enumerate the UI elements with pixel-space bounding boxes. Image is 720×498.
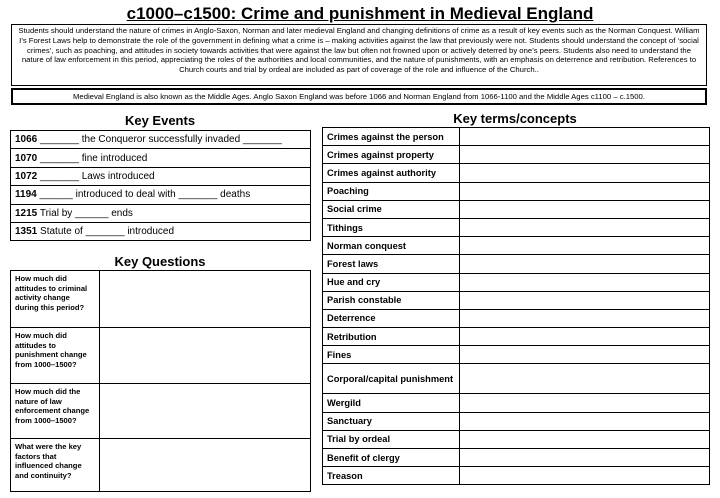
key-term-row (323, 449, 710, 467)
key-term-label: Corporal/capital punishment (323, 364, 460, 394)
key-event-text: _______ the Conqueror successfully invaded _______ (40, 134, 282, 146)
key-event-cell (11, 204, 311, 222)
key-term-row (323, 128, 710, 146)
key-question-answer-box[interactable] (100, 439, 311, 492)
key-term-label: Sanctuary (323, 412, 460, 430)
key-term-definition-box[interactable] (460, 237, 710, 255)
key-questions-heading: Key Questions (114, 254, 206, 269)
key-term-definition-box[interactable] (460, 200, 710, 218)
key-term-label: Benefit of clergy (323, 449, 460, 467)
key-term-label: Crimes against the person (323, 128, 460, 146)
key-term-definition-box[interactable] (460, 218, 710, 236)
key-term-row (323, 467, 710, 485)
key-term-definition-box[interactable] (460, 182, 710, 200)
key-term-label: Hue and cry (323, 273, 460, 291)
key-term-definition-box[interactable] (460, 273, 710, 291)
key-event-cell (11, 222, 311, 240)
key-event-year: 1066 (15, 134, 38, 146)
key-question-row (11, 328, 311, 384)
key-term-label: Trial by ordeal (323, 430, 460, 448)
key-question-answer-box[interactable] (100, 271, 311, 328)
key-term-label: Deterrence (323, 309, 460, 327)
key-question-text: How much did attitudes to criminal activity change during this period? (11, 271, 100, 328)
key-term-definition-box[interactable] (460, 164, 710, 182)
key-event-text: _______ Laws introduced (40, 170, 155, 182)
key-event-year: 1072 (15, 170, 38, 182)
key-term-definition-box[interactable] (460, 467, 710, 485)
key-term-row (323, 237, 710, 255)
key-term-definition-box[interactable] (460, 364, 710, 394)
key-questions-table (10, 270, 311, 492)
key-question-text: How much did attitudes to punishment change from 1000–1500? (11, 328, 100, 384)
key-term-label: Poaching (323, 182, 460, 200)
key-term-label: Fines (323, 346, 460, 364)
key-term-label: Norman conquest (323, 237, 460, 255)
key-term-label: Tithings (323, 218, 460, 236)
key-term-row (323, 412, 710, 430)
key-event-text: ______ introduced to deal with _______ deaths (39, 189, 251, 201)
key-term-definition-box[interactable] (460, 328, 710, 346)
key-event-row (11, 167, 311, 185)
key-event-row (11, 186, 311, 204)
key-event-row (11, 204, 311, 222)
key-event-text: Trial by ______ ends (39, 207, 133, 219)
key-term-row (323, 164, 710, 182)
key-term-label: Crimes against authority (323, 164, 460, 182)
key-term-definition-box[interactable] (460, 394, 710, 412)
key-term-row (323, 291, 710, 309)
key-term-definition-box[interactable] (460, 309, 710, 327)
key-term-label: Social crime (323, 200, 460, 218)
key-term-definition-box[interactable] (460, 291, 710, 309)
key-event-row (11, 149, 311, 167)
key-term-row (323, 273, 710, 291)
key-events-heading: Key Events (124, 113, 196, 128)
key-terms-table (322, 127, 710, 485)
intro-text: Students should understand the nature of crimes in Anglo-Saxon, Norman and later medieval England and changing definitions of crime as a result of key events such as the Norman Conquest. William I’s Forest Laws help to demonstrate the role of the government in defining what a crime is – making activities against the law that previously were not. Students should understand the concept of ‘social crimes’, such as poaching, and attitudes in society towards activities that were against the law but often not frowned upon or actively deterred by one’s peers. Students also need to understand the nature of law enforcement in this period, appreciating the roles of the authorities and local communities, and the nature of punishments, with an emphasis on deterrence and retribution. References to Church courts and trial by ordeal are included as part of coverage of the role and influence of the Church.. (11, 24, 707, 86)
key-event-cell (11, 131, 311, 149)
key-event-text: _______ fine introduced (40, 152, 148, 164)
key-term-definition-box[interactable] (460, 430, 710, 448)
key-question-answer-box[interactable] (100, 328, 311, 384)
key-event-text: Statute of _______ introduced (40, 226, 175, 238)
key-term-row (323, 218, 710, 236)
key-event-year: 1351 (15, 226, 38, 238)
key-event-year: 1194 (15, 189, 37, 201)
key-term-definition-box[interactable] (460, 449, 710, 467)
key-event-cell (11, 149, 311, 167)
key-term-row (323, 364, 710, 394)
key-term-row (323, 394, 710, 412)
key-events-table (10, 130, 311, 241)
key-term-row (323, 346, 710, 364)
key-term-row (323, 430, 710, 448)
key-event-row (11, 222, 311, 240)
period-note: Medieval England is also known as the Middle Ages. Anglo Saxon England was before 1066 and Norman England from 1066-1100 and the Middle Ages c1100 – c.1500. (11, 88, 707, 105)
key-term-row (323, 146, 710, 164)
key-term-definition-box[interactable] (460, 128, 710, 146)
key-term-definition-box[interactable] (460, 146, 710, 164)
key-term-label: Retribution (323, 328, 460, 346)
key-term-definition-box[interactable] (460, 412, 710, 430)
key-event-row (11, 131, 311, 149)
key-question-row (11, 384, 311, 439)
key-term-row (323, 309, 710, 327)
key-event-cell (11, 167, 311, 185)
key-question-row (11, 271, 311, 328)
key-question-text: How much did the nature of law enforcement change from 1000–1500? (11, 384, 100, 439)
key-term-label: Parish constable (323, 291, 460, 309)
key-term-row (323, 255, 710, 273)
key-term-definition-box[interactable] (460, 255, 710, 273)
key-term-label: Forest laws (323, 255, 460, 273)
key-term-label: Treason (323, 467, 460, 485)
key-event-cell (11, 186, 311, 204)
key-event-year: 1215 (15, 207, 38, 219)
key-term-row (323, 200, 710, 218)
key-event-year: 1070 (15, 152, 38, 164)
key-term-label: Wergild (323, 394, 460, 412)
key-question-text: What were the key factors that influenced change and continuity? (11, 439, 100, 492)
key-term-definition-box[interactable] (460, 346, 710, 364)
key-term-label: Crimes against property (323, 146, 460, 164)
key-question-row (11, 439, 311, 492)
key-question-answer-box[interactable] (100, 384, 311, 439)
key-terms-heading: Key terms/concepts (453, 111, 577, 126)
page-title: c1000–c1500: Crime and punishment in Medieval England (126, 4, 594, 23)
key-term-row (323, 182, 710, 200)
key-term-row (323, 328, 710, 346)
